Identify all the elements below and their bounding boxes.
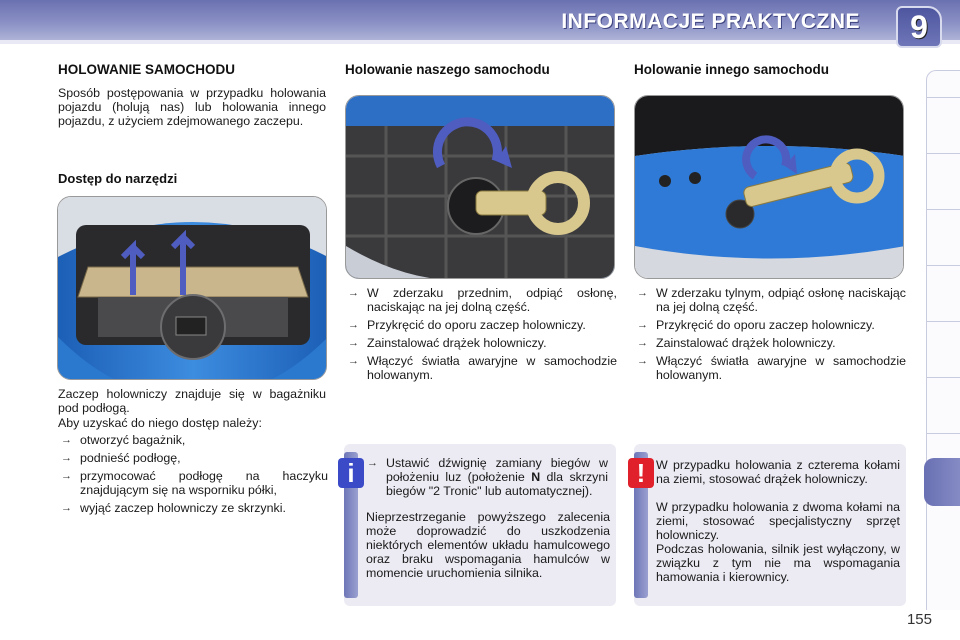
other-car-steps-list bbox=[634, 286, 906, 386]
warning-text-engine-off: Podczas holowania, silnik jest wyłączony, w związku z tym nie ma wspomagania hamowania i kierownicy. bbox=[656, 542, 900, 584]
list-item: → wyjąć zaczep holowniczy ze skrzynki. bbox=[58, 501, 328, 515]
warning-note bbox=[634, 444, 906, 606]
tab-separator bbox=[927, 377, 960, 378]
other-car-heading: Holowanie innego samochodu bbox=[634, 62, 830, 77]
info-step-list bbox=[364, 456, 608, 502]
info-step-text: Ustawić dźwignię zamiany biegów w położeniu luz (położenie bbox=[386, 456, 608, 484]
list-item: → Przykręcić do oporu zaczep holowniczy. bbox=[345, 318, 617, 332]
list-item: → podnieść podłogę, bbox=[58, 451, 328, 465]
own-car-heading: Holowanie naszego samochodu bbox=[345, 62, 550, 77]
main-heading: HOLOWANIE SAMOCHODU bbox=[58, 62, 235, 77]
warning-text-two-wheels: W przypadku holowania z dwoma kołami na ziemi, stosować specjalistyczny sprzęt holowniczy. bbox=[656, 500, 900, 542]
tab-separator bbox=[927, 433, 960, 434]
warning-icon: ! bbox=[628, 458, 654, 488]
trunk-illustration bbox=[58, 197, 327, 380]
front-hook-illustration bbox=[346, 96, 615, 279]
tab-separator bbox=[927, 153, 960, 154]
list-item: → W zderzaku przednim, odpiąć osłonę, naciskając na jej dolną część. bbox=[345, 286, 617, 314]
page-number: 155 bbox=[906, 611, 932, 628]
list-item: → otworzyć bagażnik, bbox=[58, 433, 328, 447]
access-intro-text: Aby uzyskać do niego dostęp należy: bbox=[58, 416, 262, 430]
hook-location-text: Zaczep holowniczy znajduje się w bagażniku pod podłogą. bbox=[58, 387, 326, 415]
header-divider bbox=[0, 40, 960, 44]
tab-separator bbox=[927, 209, 960, 210]
list-item: → przymocować podłogę na haczyku znajdującym się na wsporniku półki, bbox=[58, 469, 328, 497]
list-item bbox=[364, 456, 608, 498]
tab-separator bbox=[927, 265, 960, 266]
list-item: → Przykręcić do oporu zaczep holowniczy. bbox=[634, 318, 906, 332]
info-step-text: dla skrzyni biegów "2 Tronic" lub automatycznej). bbox=[386, 470, 608, 498]
front-hook-photo bbox=[345, 95, 615, 279]
tab-active-chapter-9[interactable] bbox=[924, 458, 960, 506]
list-item: → Włączyć światła awaryjne w samochodzie holowanym. bbox=[634, 354, 906, 382]
chapter-badge: 9 bbox=[896, 6, 942, 48]
tools-heading: Dostęp do narzędzi bbox=[58, 171, 178, 186]
access-steps-list bbox=[58, 433, 328, 519]
gear-position-label: N bbox=[531, 470, 541, 484]
tab-separator bbox=[927, 321, 960, 322]
rear-hook-illustration bbox=[635, 96, 904, 279]
trunk-photo bbox=[57, 196, 327, 380]
info-warning-text: Nieprzestrzeganie powyższego zalecenia może doprowadzić do uszkodzenia niektórych elementów układu hamulcowego oraz braku wspomagania hamulców w momencie uruchomienia silnika. bbox=[366, 510, 610, 580]
info-icon: i bbox=[338, 458, 364, 488]
intro-text: Sposób postępowania w przypadku holowania pojazdu (holują nas) lub holowania innego pojazdu, z użyciem zdejmowanego zaczepu. bbox=[58, 86, 326, 128]
list-item: → Włączyć światła awaryjne w samochodzie holowanym. bbox=[345, 354, 617, 382]
list-item: → W zderzaku tylnym, odpiąć osłonę naciskając na jej dolną część. bbox=[634, 286, 906, 314]
own-car-steps-list bbox=[345, 286, 617, 386]
info-note bbox=[344, 444, 616, 606]
list-item: → Zainstalować drążek holowniczy. bbox=[634, 336, 906, 350]
list-item: → Zainstalować drążek holowniczy. bbox=[345, 336, 617, 350]
warning-text-four-wheels: W przypadku holowania z czterema kołami na ziemi, stosować drążek holowniczy. bbox=[656, 458, 900, 486]
tab-separator bbox=[927, 97, 960, 98]
rear-hook-photo bbox=[634, 95, 904, 279]
section-title: INFORMACJE PRAKTYCZNE bbox=[561, 10, 860, 33]
chapter-tabs bbox=[926, 70, 960, 610]
